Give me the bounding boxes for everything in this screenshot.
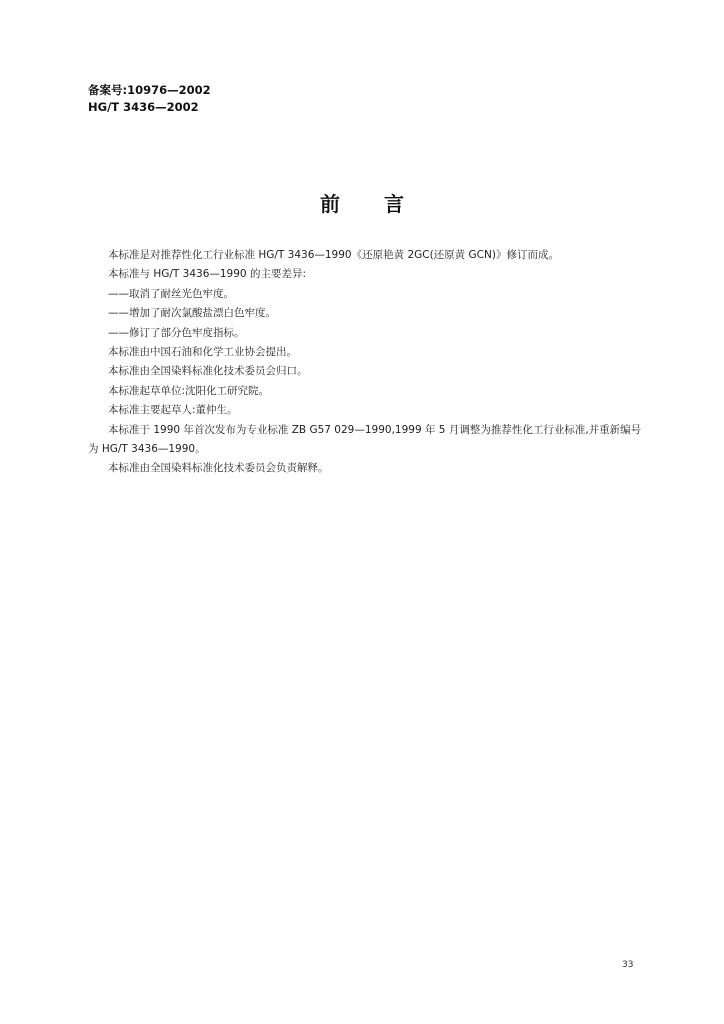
paragraph-main-differences: 本标准与 HG/T 3436—1990 的主要差异: — [108, 268, 306, 281]
paragraph-drafting-unit: 本标准起草单位:沈阳化工研究院。 — [108, 384, 270, 397]
list-item: ——增加了耐次氯酸盐漂白色牢度。 — [108, 307, 276, 320]
record-number: 备案号:10976—2002 — [88, 83, 211, 97]
paragraph-proposer: 本标准由中国石油和化学工业协会提出。 — [108, 346, 297, 359]
paragraph-administrator: 本标准由全国染料标准化技术委员会归口。 — [108, 365, 308, 378]
paragraph-interpretation: 本标准由全国染料标准化技术委员会负责解释。 — [108, 462, 329, 475]
list-item: ——修订了部分色牢度指标。 — [108, 326, 245, 339]
standard-number: HG/T 3436—2002 — [88, 100, 199, 114]
section-title: 前言 — [320, 192, 448, 216]
paragraph-history: 本标准于 1990 年首次发布为专业标准 ZB G57 029—1990,1999 年 5 月调整为推荐性化工行业标准,并重新编号为 HG/T 3436—1990。 — [88, 423, 642, 456]
paragraph-main-drafter: 本标准主要起草人:董仲生。 — [108, 404, 238, 417]
list-item: ——取消了耐丝光色牢度。 — [108, 287, 234, 300]
page-number: 33 — [622, 960, 634, 970]
paragraph-revision-basis: 本标准是对推荐性化工行业标准 HG/T 3436—1990《还原艳黄 2GC(还原黄 GCN)》修订而成。 — [108, 249, 559, 261]
foreword-body — [88, 246, 648, 479]
document-header — [88, 82, 211, 116]
